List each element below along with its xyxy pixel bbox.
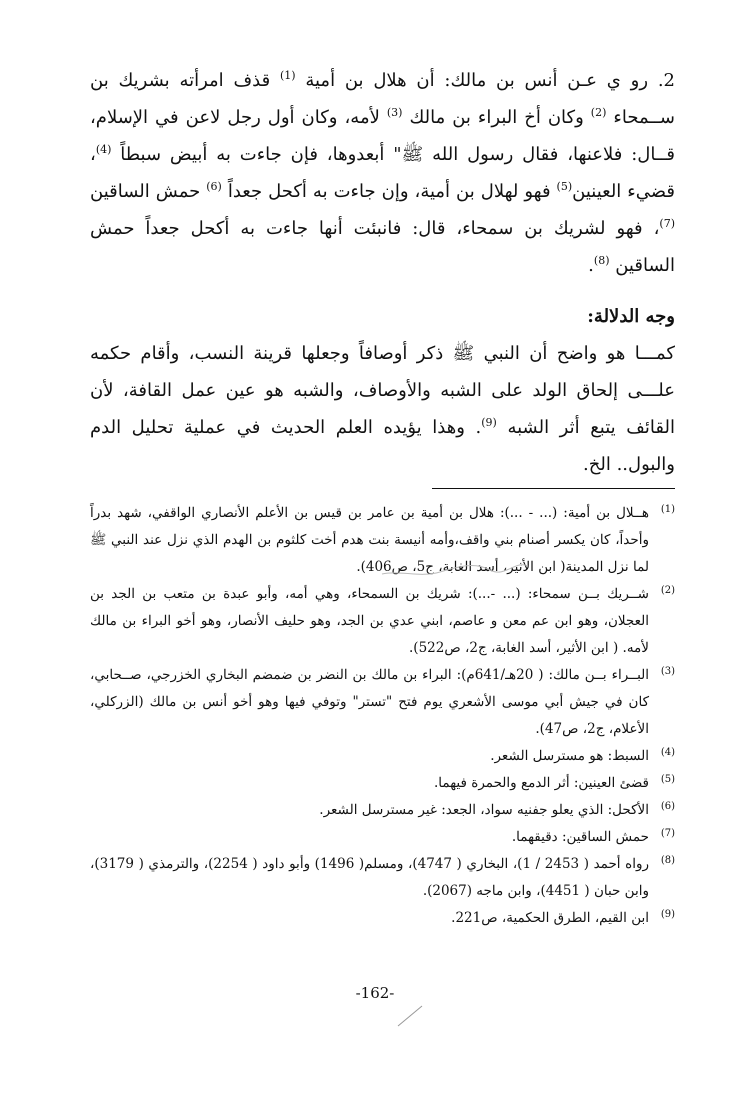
footnote-text: حمش الساقين: دقيقهما. — [511, 829, 649, 845]
footnote-text: قضئ العينين: أثر الدمع والحمرة فيهما. — [434, 775, 649, 791]
footnote-separator — [432, 488, 675, 489]
footnote-item — [90, 581, 675, 662]
section-heading: وجه الدلالة: — [587, 306, 675, 327]
text-run: . — [588, 255, 594, 276]
text-run: . وهذا يؤيده العلم الحديث في عملية تحليل الدم والبول.. الخ. — [90, 417, 675, 475]
text-run: حمش الساقين — [90, 181, 207, 202]
page-number: -162- — [355, 984, 395, 1002]
main-text — [90, 62, 675, 483]
footnote-text: الأكحل: الذي يعلو جفنيه سواد، الجعد: غير مسترسل الشعر. — [319, 802, 649, 818]
footnote-text: ابن القيم، الطرق الحكمية، ص221. — [451, 910, 649, 926]
footnote-text: هــلال بن أمية: (... - ...): هلال بن أمية بن عامر بن قيس بن الأعلم الأنصاري الواقفي، شهد بدراً وأحداً، كان يكسر أصنام بني واقف،وأمه أنيسة بنت هدم أخت كلثوم بن الهدم الذي نزل عند النبي ﷺ لما نزل المدينة( ابن الأثير، أسد الغابة، ج5، ص406). — [90, 505, 649, 575]
evidence-paragraph — [90, 335, 675, 483]
footnote-number: (7) — [660, 828, 675, 839]
footnote-number: (6) — [660, 801, 675, 812]
pen-stroke-mark — [395, 1000, 425, 1030]
text-run: لأمه، وكان أول رجل لاعن في الإسلام، قــال: فلاعنها، فقال رسول الله ﷺ" أبعدوها، فإن جاءت به أبيض سبطاً — [90, 107, 675, 165]
footnote-ref: (2) — [590, 106, 607, 119]
text-run: ، فهو لشريك بن سمحاء، قال: فانبئت أنها جاءت به أكحل جعداً حمش الساقين — [90, 218, 675, 276]
text-run: ، قضيء العينين — [90, 144, 675, 202]
footnote-ref: (4) — [95, 143, 112, 156]
pen-scribble-mark — [380, 552, 530, 582]
footnote-item — [90, 662, 675, 743]
text-run: وكان أخ البراء بن مالك — [402, 107, 591, 128]
footnote-ref: (3) — [386, 106, 403, 119]
footnote-item — [90, 743, 675, 770]
footnote-number: (1) — [660, 504, 675, 515]
text-run: قذف امرأته بشريك بن ســمحاء — [90, 70, 675, 128]
footnote-ref: (1) — [279, 69, 296, 82]
footnote-item — [90, 797, 675, 824]
footnote-text: شــريك بــن سمحاء: (... -...): شريك بن السمحاء، وهي أمه، وأبو عبدة بن متعب بن الجد بن العجلان، وهو ابن عم معن و عاصم، ابني عدي بن الجد، وهو حليف الأنصار، وهو أخو البراء بن مالك لأمه. ( ابن الأثير، أسد الغابة، ج2، ص522). — [90, 586, 649, 656]
footnote-ref: (5) — [556, 180, 573, 193]
footnote-ref: (9) — [481, 416, 497, 429]
footnote-item — [90, 770, 675, 797]
footnote-number: (8) — [660, 855, 675, 866]
footnote-number: (3) — [660, 666, 675, 677]
footnote-text: البــراء بــن مالك: ( 20هـ/641م): البراء بن مالك بن النضر بن ضمضم البخاري الخزرجي، صــحابي، كان في جيش أبي موسى الأشعري يوم فتح "تستر" وتوفي فيها وهو أخو أنس بن مالك (الزركلي، الأعلام، ج2، ص47). — [90, 667, 650, 737]
footnote-item — [90, 851, 675, 905]
footnote-ref: (7) — [659, 217, 675, 230]
text-run: كمـــا هو واضح أن النبي ﷺ ذكر أوصافاً وجعلها قرينة النسب، وأقام حكمه علـــى إلحاق الولد على الشبه والأوصاف، والشبه هو عين عمل القافة، لأن القائف يتبع أثر الشبه — [90, 343, 675, 438]
footnote-text: رواه أحمد ( 2453 / 1)، البخاري ( 4747)، ومسلم( 1496) وأبو داود ( 2254)، والترمذي ( 3179)، وابن حبان ( 4451)، وابن ماجه (2067). — [90, 856, 649, 899]
footnote-number: (4) — [660, 747, 675, 758]
footnote-ref: (8) — [593, 254, 610, 267]
footnote-item — [90, 905, 675, 932]
footnote-ref: (6) — [206, 180, 222, 193]
footnote-item — [90, 824, 675, 851]
footnote-number: (5) — [660, 774, 675, 785]
text-run: 2. رو ي عـن أنس بن مالك: أن هلال بن أمية — [295, 70, 675, 91]
hadith-paragraph — [90, 62, 675, 284]
footnote-number: (9) — [660, 909, 675, 920]
text-run: فهو لهلال بن أمية، وإن جاءت به أكحل جعداً — [221, 181, 557, 202]
footnote-text: السبط: هو مسترسل الشعر. — [490, 748, 649, 764]
footnote-number: (2) — [660, 585, 675, 596]
